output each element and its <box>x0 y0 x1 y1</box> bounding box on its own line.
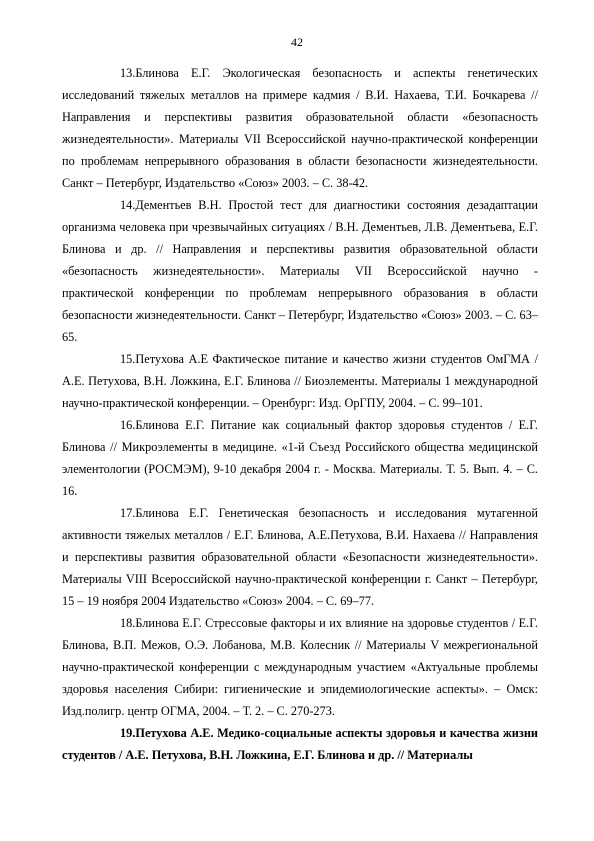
reference-number: 14. <box>120 198 136 212</box>
reference-list <box>62 62 538 766</box>
reference-text: Дементьев В.Н. Простой тест для диагностики состояния дезадаптации организма человека при чрезвычайных ситуациях / В.Н. Дементьев, Л.В. Дементьева, Е.Г. Блинова и др. // Направления и перспективы развития образовательной области «безопасность жизнедеятельности». Материалы VII Всероссийской научно - практической конференции по проблемам непрерывного образования в области безопасности жизнедеятельности. Санкт – Петербург, Издательство «Союз» 2003. – С. 63–65. <box>62 198 538 344</box>
reference-text: Петухова А.Е. Медико-социальные аспекты здоровья и качества жизни студентов / А.Е. Петухова, В.Н. Ложкина, Е.Г. Блинова и др. // Материалы <box>62 726 538 762</box>
reference-number: 18. <box>120 616 136 630</box>
reference-number: 19. <box>120 726 136 740</box>
reference-item <box>62 612 538 722</box>
reference-item <box>62 502 538 612</box>
reference-number: 16. <box>120 418 136 432</box>
reference-text: Блинова Е.Г. Генетическая безопасность и исследования мутагенной активности тяжелых металлов / Е.Г. Блинова, А.Е.Петухова, В.И. Нахаева // Направления и перспективы развития образовательной области «Безопасности жизнедеятельности». Материалы VIII Всероссийской научно-практической конференции г. Санкт – Петербург, 15 – 19 ноября 2004 Издательство «Союз» 2004. – С. 69–77. <box>62 506 538 608</box>
reference-text: Блинова Е.Г. Стрессовые факторы и их влияние на здоровье студентов / Е.Г. Блинова, В.П. Межов, О.Э. Лобанова, М.В. Колесник // Материалы V межрегиональной научно-практической конференции с международным участием «Актуальные проблемы здоровья населения Сибири: гигиенические и эпидемиологические аспекты». – Омск: Изд.полигр. центр ОГМА, 2004. – Т. 2. – С. 270-273. <box>62 616 538 718</box>
reference-item <box>62 414 538 502</box>
reference-number: 13. <box>120 66 136 80</box>
reference-text: Блинова Е.Г. Экологическая безопасность и аспекты генетических исследований тяжелых металлов на примере кадмия / В.И. Нахаева, Т.И. Бочкарева // Направления и перспективы развития образовательной области «безопасность жизнедеятельности». Материалы VII Всероссийской научно-практической конференции по проблемам непрерывного образования в области безопасности жизнедеятельности. Санкт – Петербург, Издательство «Союз» 2003. – С. 38-42. <box>62 66 538 190</box>
reference-item <box>62 348 538 414</box>
reference-item <box>62 62 538 194</box>
reference-text: Петухова А.Е Фактическое питание и качество жизни студентов ОмГМА / А.Е. Петухова, В.Н. Ложкина, Е.Г. Блинова // Биоэлементы. Материалы 1 международной научно-практической конференции. – Оренбург: Изд. ОрГПУ, 2004. – С. 99–101. <box>62 352 538 410</box>
reference-text: Блинова Е.Г. Питание как социальный фактор здоровья студентов / Е.Г. Блинова // Микроэлементы в медицине. «1-й Съезд Российского общества медицинской элементологии (РОСМЭМ), 9-10 декабря 2004 г. - Москва. Материалы. Т. 5. Вып. 4. – С. 16. <box>62 418 538 498</box>
reference-number: 17. <box>120 506 136 520</box>
page-number: 42 <box>291 35 303 49</box>
reference-number: 15. <box>120 352 136 366</box>
reference-item <box>62 194 538 348</box>
reference-item-highlighted <box>62 722 538 766</box>
